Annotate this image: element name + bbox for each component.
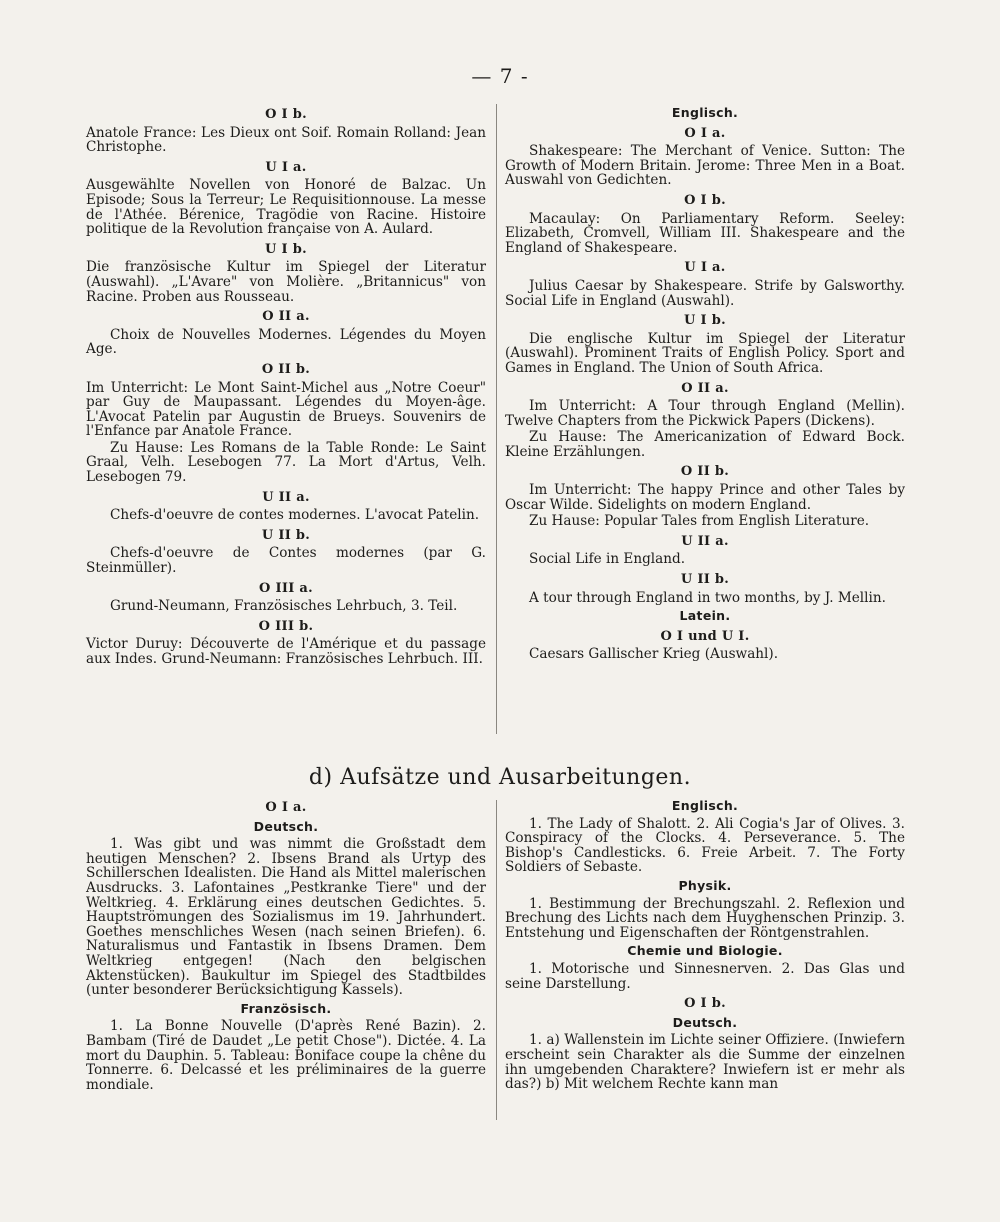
essay-topics: 1. Motorische und Sinnesnerven. 2. Das Glas und seine Darstellung. <box>505 960 905 992</box>
reading-list: Julius Caesar by Shakespeare. Strife by Galsworthy. Social Life in England (Auswahl). <box>505 277 905 309</box>
class-heading: O III b. <box>258 618 314 634</box>
class-heading: O I a. <box>265 800 307 815</box>
subject-heading: Englisch. <box>671 798 739 813</box>
class-heading: O I a. <box>684 125 726 141</box>
subject-heading: Physik. <box>678 877 732 893</box>
class-heading: U I b. <box>265 241 307 257</box>
reading-list-home: Zu Hause: The Americanization of Edward Bock. Kleine Erzählungen. <box>505 429 905 460</box>
reading-list-home: Zu Hause: Popular Tales from English Literature. <box>529 513 870 530</box>
essays-left-column <box>86 795 486 1094</box>
reading-list: Social Life in England. <box>529 551 686 568</box>
essay-topics: 1. La Bonne Nouvelle (D'après René Bazin). 2. Bambam (Tiré de Daudet „Le petit Chose"). Dictée. 4. La mort du Dauphin. 5. Tableau: Boniface coupe la chêne du Tonnerre. 6. Delcassé et les préliminaires de la guerre mondiale. <box>86 1018 486 1093</box>
column-divider <box>496 800 497 1120</box>
subject-heading: Deutsch. <box>672 1014 738 1030</box>
reading-list: Ausgewählte Novellen von Honoré de Balzac. Un Episode; Sous la Terreur; Le Requisitionnouse. La messe de l'Athée. Bérenice, Tragödie von Racine. Histoire politique de la Revolution française von A. Aulard. <box>86 177 486 238</box>
class-heading: O I b. <box>684 996 726 1012</box>
reading-list: Grund-Neumann, Französisches Lehrbuch, 3. Teil. <box>110 598 458 615</box>
subject-heading: Chemie und Biologie. <box>627 943 783 959</box>
subject-heading: Latein. <box>679 608 731 624</box>
essay-topics: 1. Was gibt und was nimmt die Großstadt dem heutigen Menschen? 2. Ibsens Brand als Urtyp des Schillerschen Idealisten. Die Hand als Mittel malerischen Ausdrucks. 3. Lafontaines „Pestkranke Tiere" und der Weltkrieg. 4. Erklärung eines deutschen Gedichtes. 5. Hauptströmungen des Sozialismus im 19. Jahrhundert. Goethes menschliches Wesen (nach seinen Briefen). 6. Naturalismus und Fantastik in Ibsens Dramen. Dem Weltkrieg entgegen! (Nach den belgischen Aktenstücken). Baukultur im Spiegel des Stadtbildes (unter besonderer Berücksichtigung Kassels). <box>86 836 486 999</box>
class-heading: O I b. <box>684 192 726 208</box>
class-heading: O I und U I. <box>660 628 750 644</box>
essays-right-column <box>505 795 905 1094</box>
class-heading: U II a. <box>262 489 310 505</box>
reading-list: Chefs-d'oeuvre de Contes modernes (par G. Steinmüller). <box>86 545 486 577</box>
reading-list: Die englische Kultur im Spiegel der Literatur (Auswahl). Prominent Traits of English Policy. Sport and Games in England. The Union of South Africa. <box>505 330 905 376</box>
essay-topics: 1. Bestimmung der Brechungszahl. 2. Reflexion und Brechung des Lichts nach dem Huyghenschen Prinzip. 3. Entstehung und Eigenschaften der Röntgenstrahlen. <box>505 895 905 941</box>
reading-list: Caesars Gallischer Krieg (Auswahl). <box>529 646 779 663</box>
reading-list: Macaulay: On Parliamentary Reform. Seeley: Elizabeth, Cromvell, William III. Shakespeare and the England of Shakespeare. <box>505 210 905 256</box>
class-heading: U I a. <box>684 260 726 276</box>
reading-list: Choix de Nouvelles Modernes. Légendes du Moyen Age. <box>86 326 486 358</box>
reading-list: Im Unterricht: The happy Prince and other Tales by Oscar Wilde. Sidelights on modern England. <box>505 482 905 513</box>
reading-list: Victor Duruy: Découverte de l'Amérique et du passage aux Indes. Grund-Neumann: Französisches Lehrbuch. III. <box>86 636 486 667</box>
section-heading: d) Aufsätze und Ausarbeitungen. <box>308 765 692 790</box>
class-heading: O II a. <box>681 380 729 396</box>
reading-list: Anatole France: Les Dieux ont Soif. Romain Rolland: Jean Christophe. <box>86 124 486 156</box>
class-heading: U II b. <box>680 572 730 588</box>
right-column <box>505 102 905 664</box>
class-heading: O III a. <box>259 580 313 596</box>
reading-list: Shakespeare: The Merchant of Venice. Sutton: The Growth of Modern Britain. Jerome: Three Men in a Boat. Auswahl von Gedichten. <box>505 143 905 189</box>
column-divider <box>496 104 497 734</box>
essay-topics: 1. a) Wallenstein im Lichte seiner Offiziere. (Inwiefern erscheint sein Charakter als die Summe der einzelnen ihn umgebenden Charaktere? Inwiefern ist er mehr als das?) b) Mit welchem Rechte kann man <box>505 1032 905 1093</box>
class-heading: U I b. <box>684 313 726 329</box>
class-heading: O II b. <box>261 361 311 377</box>
page-number: — 7 - <box>471 64 529 88</box>
essay-topics: 1. The Lady of Shalott. 2. Ali Cogia's Jar of Olives. 3. Conspiracy of the Clocks. 4. Perseverance. 5. The Bishop's Candlesticks. 6. Freie Arbeit. 7. The Forty Soldiers of Sebaste. <box>505 815 905 876</box>
class-heading: O I b. <box>265 107 307 122</box>
reading-list: A tour through England in two months, by J. Mellin. <box>529 589 886 606</box>
reading-list: Im Unterricht: A Tour through England (Mellin). Twelve Chapters from the Pickwick Papers (Dickens). <box>505 398 905 429</box>
reading-list: Im Unterricht: Le Mont Saint-Michel aus „Notre Coeur" par Guy de Maupassant. Légendes du Moyen-âge. L'Avocat Patelin par Augustin de Brueys. Souvenirs de l'Enfance par Anatole France. <box>86 379 486 440</box>
class-heading: O II a. <box>262 309 310 325</box>
class-heading: U II b. <box>261 527 311 543</box>
reading-list: Chefs-d'oeuvre de contes modernes. L'avocat Patelin. <box>110 507 480 524</box>
subject-heading: Englisch. <box>671 105 739 120</box>
subject-heading: Deutsch. <box>253 818 319 834</box>
reading-list-home: Zu Hause: Les Romans de la Table Ronde: Le Saint Graal, Velh. Lesebogen 77. La Mort d'Artus, Velh. Lesebogen 79. <box>86 439 486 486</box>
subject-heading: Französisch. <box>240 1000 332 1016</box>
reading-list: Die französische Kultur im Spiegel der Literatur (Auswahl). „L'Avare" von Molière. „Britannicus" von Racine. Proben aus Rousseau. <box>86 259 486 305</box>
class-heading: O II b. <box>680 464 730 480</box>
class-heading: U I a. <box>265 159 307 175</box>
left-column <box>86 102 486 669</box>
class-heading: U II a. <box>681 533 729 549</box>
